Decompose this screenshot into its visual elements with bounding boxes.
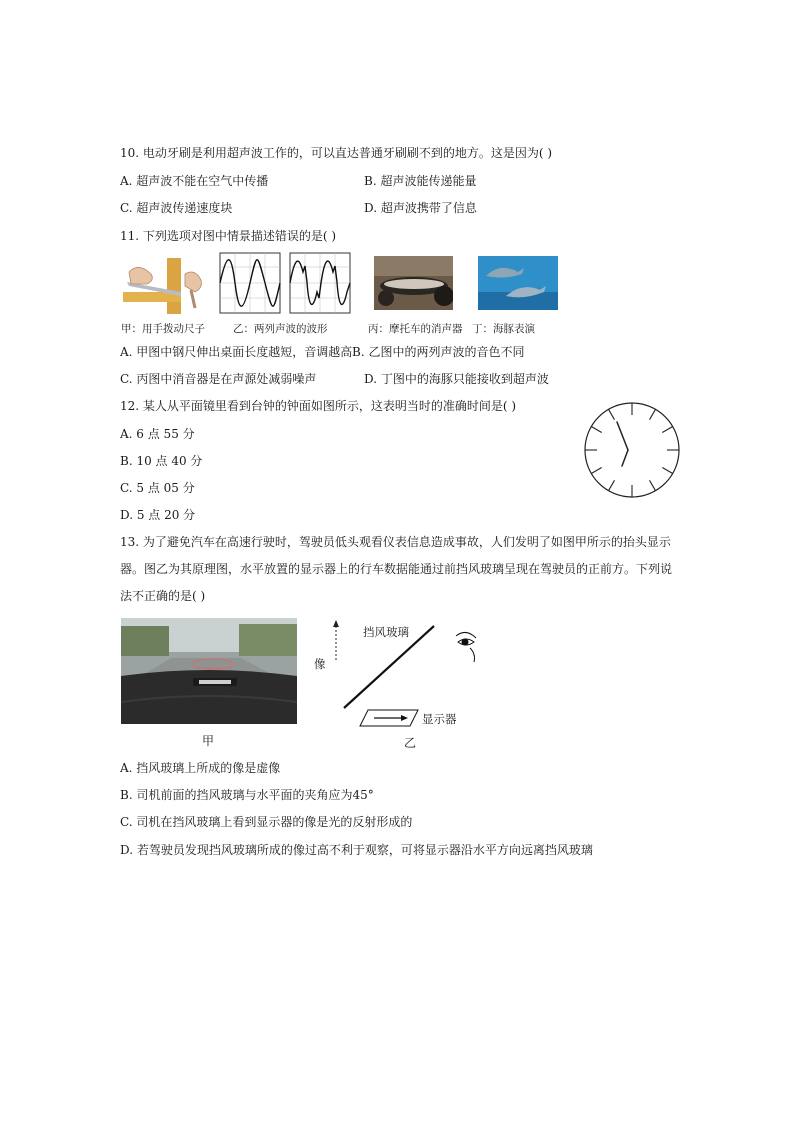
- caption-bing: 丙：摩托车的消声器: [368, 323, 463, 335]
- q11-option-c: C. 丙图中消音器是在声源处减弱噪声: [120, 372, 317, 386]
- q13-option-d: D. 若驾驶员发现挡风玻璃所成的像过高不利于观察，可将显示器沿水平方向远离挡风玻璃: [120, 843, 593, 857]
- muffler-photo: [374, 256, 453, 310]
- windshield-label: 挡风玻璃: [363, 625, 409, 639]
- q10-option-c: C. 超声波传递速度块: [120, 201, 233, 215]
- waveform-figure: [219, 252, 351, 314]
- display-label: 显示器: [422, 712, 457, 726]
- q12-option-b: B. 10 点 40 分: [120, 454, 203, 468]
- fig-yi-label: 乙: [404, 736, 417, 750]
- q11-option-a: A. 甲图中钢尺伸出桌面长度越短，音调越高: [120, 345, 353, 359]
- caption-jia: 甲：用手拨动尺子: [121, 323, 205, 335]
- q10-option-a: A. 超声波不能在空气中传播: [120, 174, 269, 188]
- q11-stem: 11. 下列选项对图中情景描述错误的是( ): [120, 229, 337, 243]
- q11-option-d: D. 丁图中的海豚只能接收到超声波: [364, 372, 549, 386]
- q10-option-d: D. 超声波携带了信息: [364, 201, 477, 215]
- q12-option-d: D. 5 点 20 分: [120, 508, 196, 522]
- ruler-plucking-figure: [121, 252, 207, 314]
- q13-stem-line3: 法不正确的是( ): [120, 589, 206, 603]
- q13-option-c: C. 司机在挡风玻璃上看到显示器的像是光的反射形成的: [120, 815, 413, 829]
- q13-option-b: B. 司机前面的挡风玻璃与水平面的夹角应为45°: [120, 788, 374, 802]
- q10-option-b: B. 超声波能传递能量: [364, 174, 477, 188]
- q13-stem-line1: 13. 为了避免汽车在高速行驶时，驾驶员低头观看仪表信息造成事故，人们发明了如图甲所示的抬头显示: [120, 535, 671, 549]
- image-label: 像: [314, 657, 326, 671]
- q10-stem: 10. 电动牙刷是利用超声波工作的，可以直达普通牙刷刷不到的地方。这是因为( ): [120, 146, 553, 160]
- q13-option-a: A. 挡风玻璃上所成的像是虚像: [120, 761, 281, 775]
- caption-ding: 丁：海豚表演: [472, 323, 535, 335]
- q12-stem: 12. 某人从平面镜里看到台钟的钟面如图所示，这表明当时的准确时间是( ): [120, 399, 517, 413]
- q13-stem-line2: 器。图乙为其原理图，水平放置的显示器上的行车数据能通过前挡风玻璃呈现在驾驶员的正前方。下列说: [120, 562, 673, 576]
- hud-photo: [121, 618, 297, 724]
- q12-option-c: C. 5 点 05 分: [120, 481, 195, 495]
- q11-option-b: B. 乙图中的两列声波的音色不同: [352, 345, 525, 359]
- dolphin-photo: [478, 256, 558, 310]
- fig-jia-label: 甲: [202, 734, 215, 748]
- caption-yi: 乙：两列声波的波形: [233, 323, 328, 335]
- mirrored-clock-figure: [582, 400, 682, 500]
- q12-option-a: A. 6 点 55 分: [120, 427, 195, 441]
